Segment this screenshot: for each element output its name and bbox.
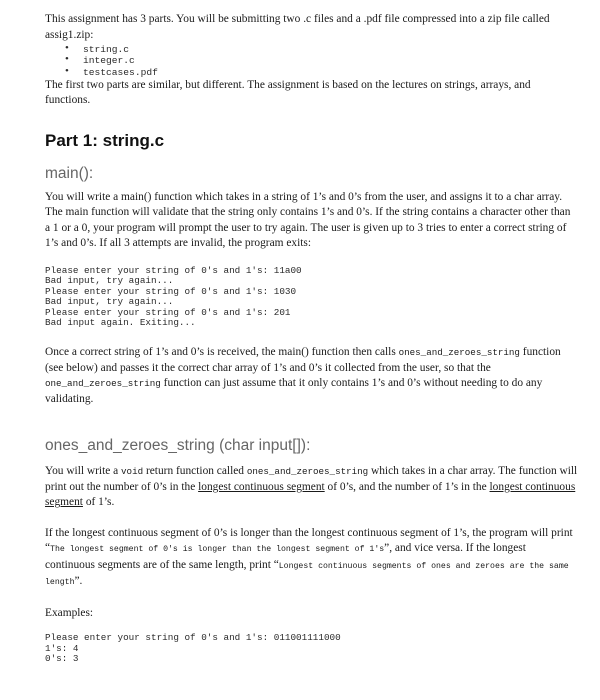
inline-code: ones_and_zeroes_string: [246, 466, 369, 478]
sample-line: Bad input again. Exiting...: [45, 316, 196, 328]
text-run: ”, and vice versa. If the longest continuous segments are of the same length, print “: [45, 542, 526, 571]
main-section-heading: main():: [45, 164, 94, 182]
text-run: of 0’s, and the number of 1’s in the: [324, 480, 490, 493]
intro-paragraph: [45, 12, 578, 43]
sample-output-1: [45, 266, 578, 328]
sample-output-2: [45, 633, 578, 664]
inline-code: Longest continuous segments of ones and zeroes are the same length: [45, 561, 569, 588]
inline-code: ones_and_zeroes_string: [398, 347, 520, 359]
text-run: function can just assume that it only contains 1’s and 0’s without needing to do any validating.: [45, 377, 543, 405]
sample-line: 1's: 4: [45, 642, 79, 654]
examples-label: Examples:: [45, 606, 94, 619]
text-run: of 1’s.: [82, 496, 115, 509]
sample-line: Please enter your string of 0's and 1's: 201: [45, 306, 291, 318]
function-section-heading: ones_and_zeroes_string (char input[]):: [45, 437, 311, 455]
part1-heading: Part 1: string.c: [45, 130, 165, 150]
file-list-item: • testcases.pdf: [83, 67, 578, 78]
text-run: If the longest continuous segment of 0’s is longer than the longest continuous segment of 1’s, the program will print “: [45, 526, 573, 555]
text-run: ”.: [74, 575, 83, 588]
text-run: function (see below) and passes it the correct char array of 1’s and 0’s it collected from the user, so that the: [45, 346, 561, 374]
text-run: which takes in a char array. The function will print out the number of 0’s in the: [45, 465, 578, 493]
zip-filename: assig1.zip: [45, 28, 91, 41]
text-run: You will write a: [45, 465, 122, 478]
sample-line: Please enter your string of 0's and 1's: 011001111000: [45, 632, 341, 644]
longest-segment-paragraph: [45, 526, 578, 591]
underlined-text: longest continuous segment: [198, 480, 325, 493]
sample-line: Please enter your string of 0's and 1's: 1030: [45, 285, 297, 297]
sample-line: 0's: 3: [45, 653, 79, 665]
underlined-text: longest continuous segment: [45, 480, 576, 509]
main-description: You will write a main() function which takes in a string of 1’s and 0’s from the user, and assigns it to a char array. The main function will validate that the string only contains 1’s and 0’s. If the string contains a character other than a 1 or a 0, your program will prompt the user to try again. The user is given up to 3 tries to enter a correct string of 1’s and 0’s. If all 3 attempts are invalid, the program exits:: [45, 190, 571, 250]
text-run: return function called: [143, 465, 247, 478]
inline-code: void: [121, 466, 144, 478]
inline-code: one_and_zeroes_string: [45, 378, 161, 390]
sample-line: Bad input, try again...: [45, 296, 174, 308]
inline-code: The longest segment of 0's is longer than the longest segment of 1's: [50, 545, 385, 555]
intro-paragraph-2: The first two parts are similar, but different. The assignment is based on the lectures on strings, arrays, and functions.: [45, 78, 531, 107]
assignment-document: [45, 12, 578, 665]
file-list-item: • integer.c: [83, 55, 578, 66]
sample-line: Bad input, try again...: [45, 275, 174, 287]
text-run: Once a correct string of 1’s and 0’s is received, the main() function then calls: [45, 346, 399, 359]
intro-colon: :: [90, 28, 94, 41]
intro-text: This assignment has 3 parts. You will be submitting two .c files and a .pdf file compressed into a zip file called: [45, 13, 550, 25]
file-list: [45, 44, 578, 78]
file-list-item: • string.c: [83, 44, 578, 55]
function-description: [45, 464, 578, 511]
after-validation-paragraph: [45, 345, 578, 407]
sample-line: Please enter your string of 0's and 1's: 11a00: [45, 264, 302, 276]
